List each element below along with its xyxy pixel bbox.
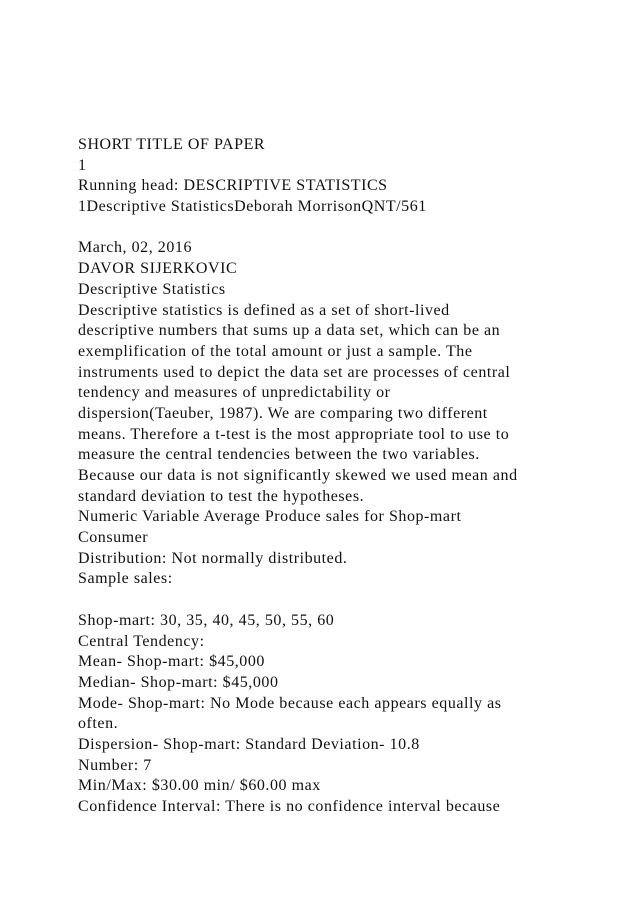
paragraph-line: Because our data is not significantly skewed we used mean and [78, 467, 518, 484]
dispersion-line: Dispersion- Shop-mart: Standard Deviation- 10.8 [78, 735, 420, 753]
short-title: SHORT TITLE OF PAPER [78, 136, 266, 153]
document-body [78, 135, 623, 818]
date-line: March, 02, 2016 [78, 239, 193, 257]
paragraph-line: Descriptive statistics is defined as a set of short-lived [78, 301, 450, 319]
paragraph-line: exemplification of the total amount or just a sample. The [78, 342, 473, 360]
mean-line: Mean- Shop-mart: $45,000 [78, 653, 265, 671]
title-block: 1Descriptive StatisticsDeborah MorrisonQNT/561 [78, 198, 427, 216]
paragraph-line: standard deviation to test the hypotheses. [78, 487, 365, 505]
number-line: Number: 7 [78, 756, 152, 774]
paragraph-line: dispersion(Taeuber, 1987). We are comparing two different [78, 404, 488, 422]
paragraph-line: measure the central tendencies between the two variables. [78, 446, 480, 464]
variable-heading: Numeric Variable Average Produce sales for Shop-mart [78, 508, 462, 526]
median-line: Median- Shop-mart: $45,000 [78, 673, 279, 691]
blank-line [78, 218, 623, 239]
section-heading: Descriptive Statistics [78, 280, 226, 298]
central-tendency-label: Central Tendency: [78, 632, 205, 650]
running-head: Running head: DESCRIPTIVE STATISTICS [78, 177, 388, 195]
blank-line [78, 590, 623, 611]
paragraph-line: descriptive numbers that sums up a data set, which can be an [78, 322, 501, 340]
author-line: DAVOR SIJERKOVIC [78, 260, 238, 278]
mode-line-cont: often. [78, 715, 119, 733]
variable-heading-cont: Consumer [78, 529, 149, 547]
min-max-line: Min/Max: $30.00 min/ $60.00 max [78, 777, 321, 795]
sample-values-line: Shop-mart: 30, 35, 40, 45, 50, 55, 60 [78, 611, 335, 629]
confidence-interval-line: Confidence Interval: There is no confidence interval because [78, 798, 501, 815]
paragraph-line: instruments used to depict the data set are processes of central [78, 363, 511, 381]
mode-line: Mode- Shop-mart: No Mode because each appears equally as [78, 694, 502, 712]
sample-sales-label: Sample sales: [78, 570, 173, 588]
paragraph-line: means. Therefore a t-test is the most appropriate tool to use to [78, 425, 510, 443]
page-number: 1 [78, 156, 87, 174]
distribution-line: Distribution: Not normally distributed. [78, 549, 348, 567]
paragraph-line: tendency and measures of unpredictability or [78, 384, 391, 402]
